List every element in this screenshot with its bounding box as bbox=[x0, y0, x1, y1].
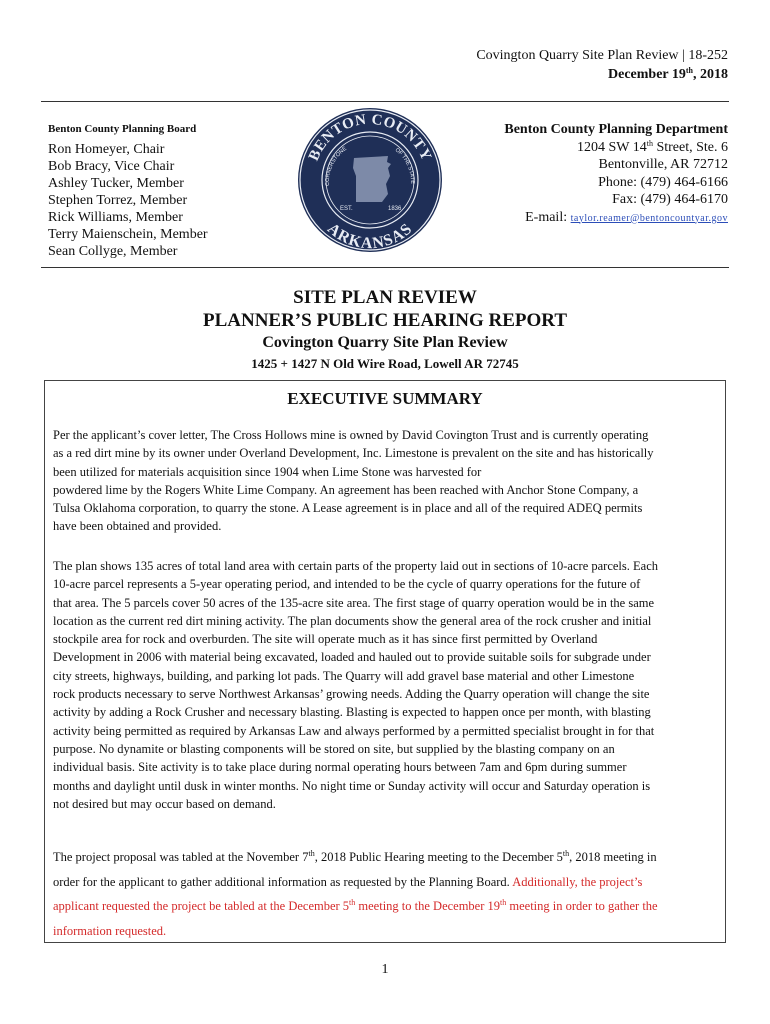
executive-summary-box bbox=[44, 380, 726, 943]
planning-department bbox=[504, 121, 728, 227]
project-name: Covington Quarry Site Plan Review bbox=[262, 334, 508, 351]
report-subtitle: PLANNER’S PUBLIC HEARING REPORT bbox=[202, 310, 568, 331]
header-bottom-divider bbox=[41, 267, 729, 268]
board-member: Sean Collyge, Member bbox=[48, 244, 178, 259]
highlighted-text: applicant requested the project be tabled at the December 5th meeting to the December 19th meeting in order to gather the bbox=[53, 898, 658, 913]
highlighted-text: information requested. bbox=[53, 923, 167, 938]
department-fax: Fax: (479) 464-6170 bbox=[612, 192, 728, 207]
seal-ring-text-left: CORNERSTONE bbox=[324, 145, 348, 187]
board-member: Stephen Torrez, Member bbox=[48, 193, 188, 208]
planning-board bbox=[48, 121, 208, 260]
email-link[interactable]: taylor.reamer@bentoncountyar.gov bbox=[570, 212, 728, 224]
highlighted-text: Additionally, the project’s bbox=[512, 874, 643, 889]
executive-summary-title: EXECUTIVE SUMMARY bbox=[287, 389, 483, 408]
department-phone: Phone: (479) 464-6166 bbox=[598, 174, 728, 190]
page-number: 1 bbox=[381, 962, 389, 977]
report-titles bbox=[0, 286, 770, 374]
document-header bbox=[476, 46, 728, 84]
summary-paragraph-1: Per the applicant’s cover letter, The Cross Hollows mine is owned by David Covington Trust and is currently operating as a red dirt mine by its owner under Overland Development, Inc. Limestone is prevalent on the site and has historically been utilized for materials acquisition since 1904 when Lime Stone was harvested for powdered lime by the Rogers White Lime Company. An agreement has been reached with Anchor Stone Company, a Tulsa Oklahoma corporation, to quarry the stone. A Lease agreement is in place and all of the required ADEQ permits have been obtained and provided. bbox=[53, 428, 654, 534]
board-member: Bob Bracy, Vice Chair bbox=[48, 159, 175, 174]
report-title: SITE PLAN REVIEW bbox=[293, 287, 477, 308]
project-address: 1425 + 1427 N Old Wire Road, Lowell AR 72745 bbox=[251, 356, 519, 371]
header-title: Covington Quarry Site Plan Review | 18-252 bbox=[476, 48, 728, 63]
board-member: Terry Maienschein, Member bbox=[48, 227, 208, 242]
department-title: Benton County Planning Department bbox=[504, 122, 728, 137]
county-seal-logo bbox=[296, 106, 444, 254]
summary-paragraph-3: The project proposal was tabled at the November 7th, 2018 Public Hearing meeting to the December 5th, 2018 meeting in order for the applicant to gather additional information as requested by the Planning Board. Additionally, the project’s applicant requested the project be tabled at the December 5th meeting to the December 19th meeting in order to gather the information requested. bbox=[53, 845, 717, 943]
department-city: Bentonville, AR 72712 bbox=[598, 157, 728, 172]
summary-paragraph-2: The plan shows 135 acres of total land area with certain parts of the property laid out in sections of 10-acre parcels. Each 10-acre parcel represents a 5-year operating period, and intended to be the cycle of quarry operations for the future of that area. The 5 parcels cover 50 acres of the 135-acre site area. The first stage of quarry operation would be in the same location as the current red dirt mining activity. The plan documents show the general area of the rock crusher and initial stockpile area for rock and overburden. The site will operate much as it has since first permitted by Overland Development in 2006 with material being excavated, loaded and hauled out to provide suitable soils for subgrade under city streets, highways, building, and parking lot pads. The Quarry will add gravel base material and other Limestone rock products necessary to serve Northwest Arkansas’ growing needs. Adding the Quarry operation will change the site activity by adding a Rock Crusher and necessary blasting. Blasting is expected to happen once per month, with blasting activity being permitted as required by Arkansas Law and always performed by a permitted specialist brought in for that purpose. No dynamite or blasting components will be stored on site, but supplied by the blasting company on an individual basis. Site activity is to take place during normal operating hours between 7am and 6pm during summer months and daylight until dusk in winter months. No night time or Sunday activity will occur and Saturday operation is not desired but may occur based on demand. bbox=[53, 559, 658, 811]
department-address: 1204 SW 14th Street, Ste. 6 bbox=[576, 138, 728, 155]
seal-est-year: 1836 bbox=[388, 206, 402, 212]
board-member: Ron Homeyer, Chair bbox=[48, 142, 165, 157]
board-title: Benton County Planning Board bbox=[48, 123, 197, 135]
board-member: Ashley Tucker, Member bbox=[48, 176, 184, 191]
arkansas-state-icon bbox=[353, 156, 391, 202]
top-divider bbox=[41, 101, 729, 102]
seal-top-text: BENTON COUNTY bbox=[305, 111, 435, 164]
seal-est-label: EST. bbox=[340, 206, 353, 212]
department-email: E-mail: taylor.reamer@bentoncountyar.gov bbox=[525, 209, 728, 225]
seal-bottom-text: ARKANSAS bbox=[324, 220, 416, 253]
header-date: December 19th, 2018 bbox=[608, 66, 728, 82]
board-member: Rick Williams, Member bbox=[48, 210, 183, 225]
seal-ring-text-right: OF THE STATE bbox=[393, 147, 416, 184]
